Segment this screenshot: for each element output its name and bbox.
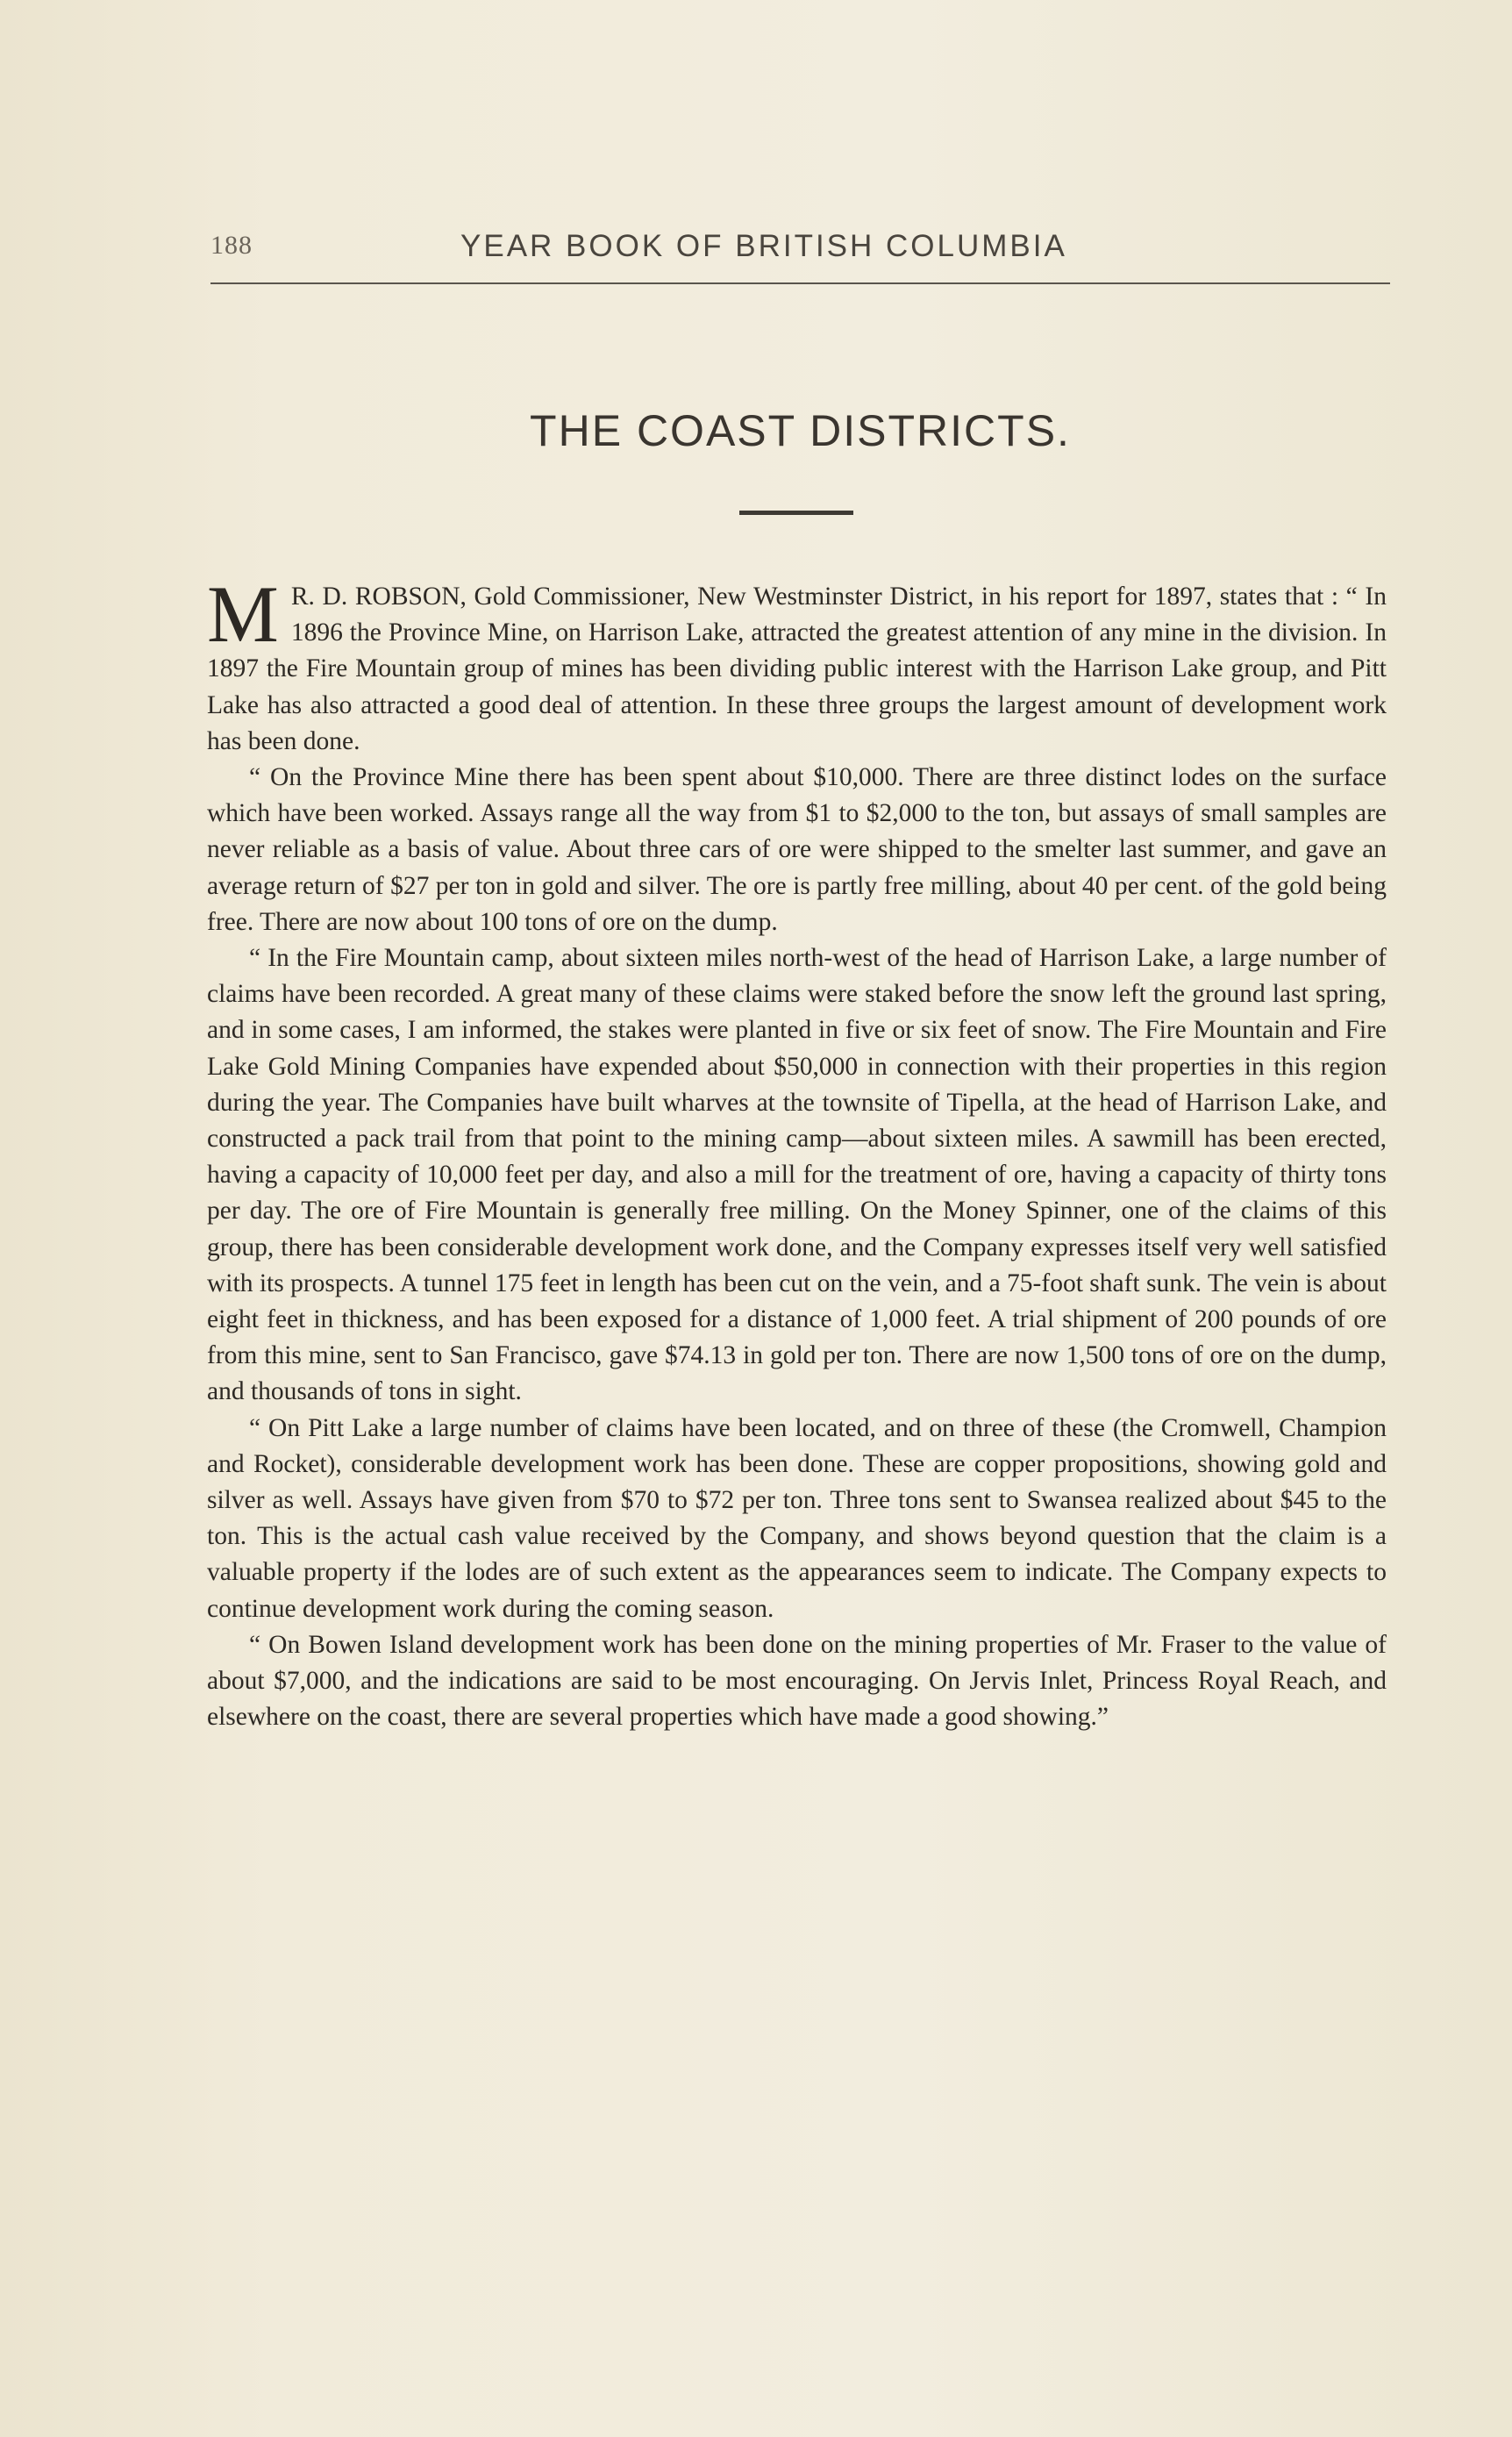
drop-cap: M	[207, 569, 279, 659]
paragraph-4: “ On Pitt Lake a large number of claims have been located, and on three of these (the Cromwell, Champion and Rocket), considerable development work has been done. These are copper propositions, showing gold and silver as well. Assays have given from $70 to $72 per ton. Three tons sent to Swansea realized about $45 to the ton. This is the actual cash value received by the Company, and shows beyond question that the claim is a valuable property if the lodes are of such extent as the appearances seem to indicate. The Company expects to continue development work during the coming season.	[207, 1413, 1387, 1623]
page-header	[210, 224, 1399, 276]
paragraph-1	[207, 569, 1387, 760]
running-title: YEAR BOOK OF BRITISH COLUMBIA	[460, 229, 1067, 263]
article-body	[207, 569, 1387, 1736]
title-rule	[739, 511, 853, 515]
chapter-title: THE COAST DISTRICTS.	[530, 406, 1071, 455]
paragraph-3: “ In the Fire Mountain camp, about sixteen miles north-west of the head of Harrison Lake, a large number of claims have been recorded. A great many of these claims were staked before the snow left the ground last spring, and in some cases, I am informed, the stakes were planted in five or six feet of snow. The Fire Mountain and Fire Lake Gold Mining Companies have expended about $50,000 in connection with their properties in this region during the year. The Companies have built wharves at the townsite of Tipella, at the head of Harrison Lake, and constructed a pack trail from that point to the mining camp—about sixteen miles. A sawmill has been erected, having a capacity of 10,000 feet per day, and also a mill for the treatment of ore, having a capacity of thirty tons per day. The ore of Fire Mountain is generally free milling. On the Money Spinner, one of the claims of this group, there has been considerable development work done, and the Company expresses itself very well satisfied with its prospects. A tunnel 175 feet in length has been cut on the vein, and a 75-foot shaft sunk. The vein is about eight feet in thickness, and has been exposed for a distance of 1,000 feet. A trial shipment of 200 pounds of ore from this mine, sent to San Francisco, gave $74.13 in gold per ton. There are now 1,500 tons of ore on the dump, and thousands of tons in sight.	[207, 944, 1387, 1406]
header-rule	[210, 282, 1390, 284]
page-number: 188	[210, 231, 253, 260]
paragraph-1-text: R. D. ROBSON, Gold Commissioner, New Westminster District, in his report for 1897, states that : “ In 1896 the Province Mine, on Harrison Lake, attracted the greatest attention of any mine in the division. In 1897 the Fire Mountain group of mines has been dividing public interest with the Harrison Lake group, and Pitt Lake has also attracted a good deal of attention. In these three groups the largest amount of development work has been done.	[207, 582, 1387, 755]
paragraph-2: “ On the Province Mine there has been spent about $10,000. There are three distinct lodes on the surface which have been worked. Assays range all the way from $1 to $2,000 to the ton, but assays of small samples are never reliable as a basis of value. About three cars of ore were shipped to the smelter last summer, and gave an average return of $27 per ton in gold and silver. The ore is partly free milling, about 40 per cent. of the gold being free. There are now about 100 tons of ore on the dump.	[207, 763, 1387, 936]
paragraph-5: “ On Bowen Island development work has been done on the mining properties of Mr. Fraser to the value of about $7,000, and the indications are said to be most encouraging. On Jervis Inlet, Princess Royal Reach, and elsewhere on the coast, there are several properties which have made a good showing.”	[207, 1630, 1387, 1732]
